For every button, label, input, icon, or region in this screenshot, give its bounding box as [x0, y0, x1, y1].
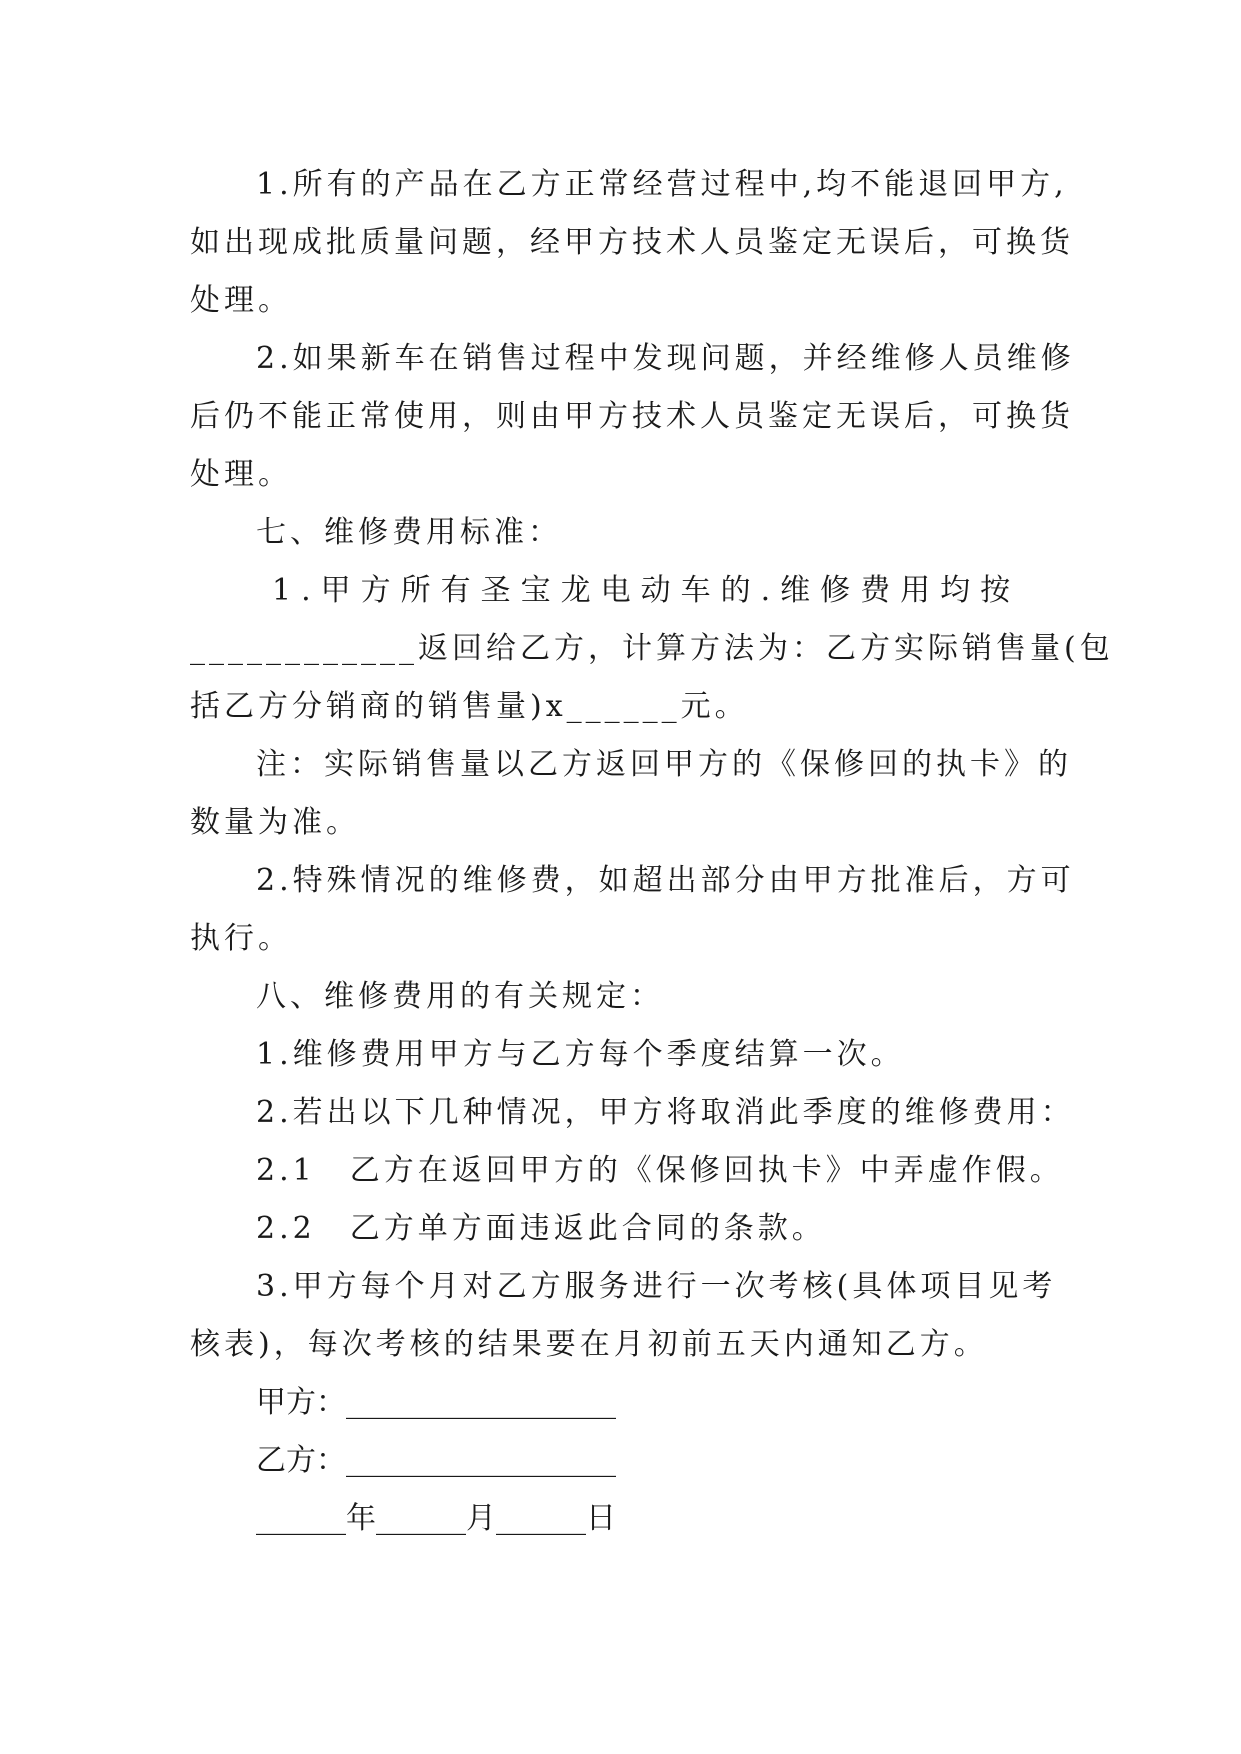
paragraph-line-with-blank: 括乙方分销商的销售量)x______元。	[190, 689, 749, 724]
party-b-signature-line: 乙方：__________________	[256, 1443, 616, 1478]
date-line: ______年______月______日	[256, 1501, 616, 1536]
section-heading: 七、维修费用标准：	[256, 515, 562, 550]
paragraph-line: 执行。	[190, 921, 292, 956]
paragraph-line: 核表)，每次考核的结果要在月初前五天内通知乙方。	[190, 1327, 988, 1362]
paragraph-line-with-blank: ____________返回给乙方，计算方法为：乙方实际销售量(包	[190, 631, 1114, 666]
party-a-signature-line: 甲方：__________________	[256, 1385, 616, 1420]
note-line: 数量为准。	[190, 805, 360, 840]
paragraph-line: 2.若出以下几种情况，甲方将取消此季度的维修费用：	[256, 1095, 1075, 1130]
paragraph-line: 如出现成批质量问题，经甲方技术人员鉴定无误后，可换货	[190, 225, 1074, 260]
paragraph-line: 3.甲方每个月对乙方服务进行一次考核(具体项目见考	[256, 1269, 1057, 1304]
paragraph-line: 1.所有的产品在乙方正常经营过程中,均不能退回甲方,	[256, 167, 1068, 202]
paragraph-line: 1.维修费用甲方与乙方每个季度结算一次。	[256, 1037, 905, 1072]
paragraph-line: 2.2 乙方单方面违返此合同的条款。	[256, 1211, 826, 1246]
paragraph-line: 处理。	[190, 283, 292, 318]
paragraph-line: 后仍不能正常使用，则由甲方技术人员鉴定无误后，可换货	[190, 399, 1074, 434]
paragraph-line: 2.特殊情况的维修费，如超出部分由甲方批准后，方可	[256, 863, 1075, 898]
paragraph-line: 2.如果新车在销售过程中发现问题，并经维修人员维修	[256, 341, 1075, 376]
paragraph-line: 处理。	[190, 457, 292, 492]
section-heading: 八、维修费用的有关规定：	[256, 979, 664, 1014]
note-line: 注：实际销售量以乙方返回甲方的《保修回的执卡》的	[256, 747, 1072, 782]
paragraph-line: 2.1 乙方在返回甲方的《保修回执卡》中弄虚作假。	[256, 1153, 1064, 1188]
paragraph-line: 1.甲方所有圣宝龙电动车的.维修费用均按	[272, 573, 1021, 608]
